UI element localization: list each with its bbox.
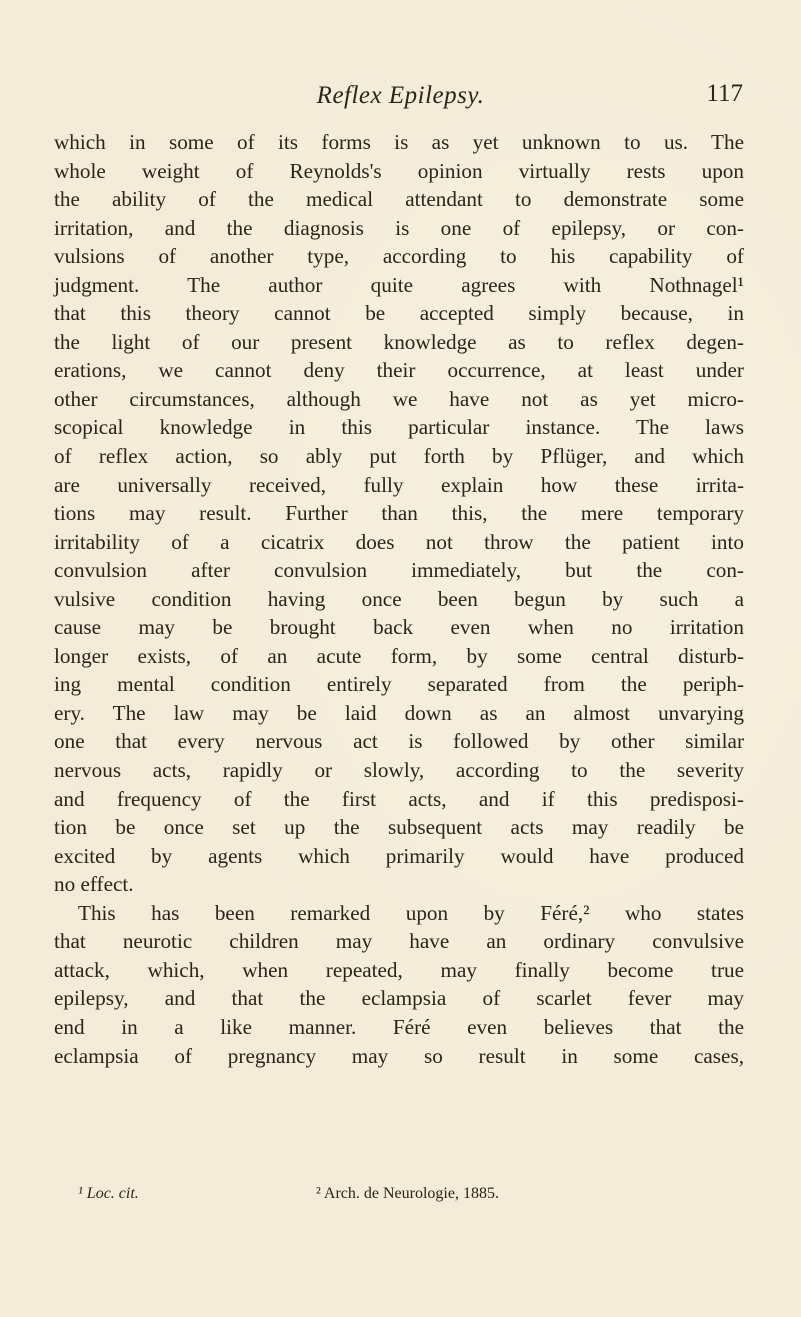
text-line: This has been remarked upon by Féré,² who states: [78, 900, 744, 925]
body-text: [54, 128, 744, 1070]
text-line: other circumstances, although we have not as yet micro-: [54, 386, 744, 411]
text-line: the ability of the medical attendant to demonstrate some: [54, 187, 744, 212]
footnote-2: ² Arch. de Neurologie, 1885.: [316, 1185, 499, 1202]
text-line: irritability of a cicatrix does not throw the patient into: [54, 529, 744, 554]
text-line: erations, we cannot deny their occurrence, at least under: [54, 358, 744, 383]
text-line: vulsions of another type, according to his capability of: [54, 244, 744, 269]
text-line: that this theory cannot be accepted simply because, in: [54, 301, 744, 326]
text-line: of reflex action, so ably put forth by Pflüger, and which: [54, 444, 744, 469]
text-line: no effect.: [54, 872, 134, 897]
text-line: that neurotic children may have an ordinary convulsive: [54, 929, 744, 954]
text-line: convulsion after convulsion immediately, but the con-: [54, 558, 744, 583]
text-line: the light of our present knowledge as to reflex degen-: [54, 329, 744, 354]
text-line: tions may result. Further than this, the mere temporary: [54, 501, 744, 526]
text-line: eclampsia of pregnancy may so result in some cases,: [54, 1043, 744, 1068]
text-line: ing mental condition entirely separated from the periph-: [54, 672, 744, 697]
text-line: nervous acts, rapidly or slowly, according to the severity: [54, 758, 744, 783]
text-line: end in a like manner. Féré even believes that the: [54, 1014, 744, 1039]
text-line: are universally received, fully explain how these irrita-: [54, 472, 744, 497]
text-line: epilepsy, and that the eclampsia of scarlet fever may: [54, 986, 744, 1011]
footnotes: [54, 1185, 744, 1213]
page-number: 117: [706, 80, 743, 107]
text-line: whole weight of Reynolds's opinion virtually rests upon: [54, 158, 744, 183]
text-line: cause may be brought back even when no irritation: [54, 615, 744, 640]
running-title: Reflex Epilepsy.: [316, 82, 485, 109]
text-line: judgment. The author quite agrees with Nothnagel¹: [54, 272, 744, 297]
text-line: tion be once set up the subsequent acts may readily be: [54, 815, 744, 840]
text-line: longer exists, of an acute form, by some central disturb-: [54, 643, 744, 668]
text-line: attack, which, when repeated, may finally become true: [54, 957, 744, 982]
text-line: which in some of its forms is as yet unknown to us. The: [54, 130, 744, 154]
text-line: excited by agents which primarily would have produced: [54, 843, 744, 868]
running-head: [0, 78, 801, 118]
text-line: one that every nervous act is followed by other similar: [54, 729, 744, 754]
text-line: ery. The law may be laid down as an almost unvarying: [54, 700, 744, 725]
footnote-1: ¹ Loc. cit.: [78, 1185, 139, 1202]
text-line: scopical knowledge in this particular instance. The laws: [54, 415, 744, 440]
text-line: vulsive condition having once been begun by such a: [54, 586, 744, 611]
text-line: and frequency of the first acts, and if this predisposi-: [54, 786, 744, 811]
text-line: irritation, and the diagnosis is one of epilepsy, or con-: [54, 215, 744, 240]
